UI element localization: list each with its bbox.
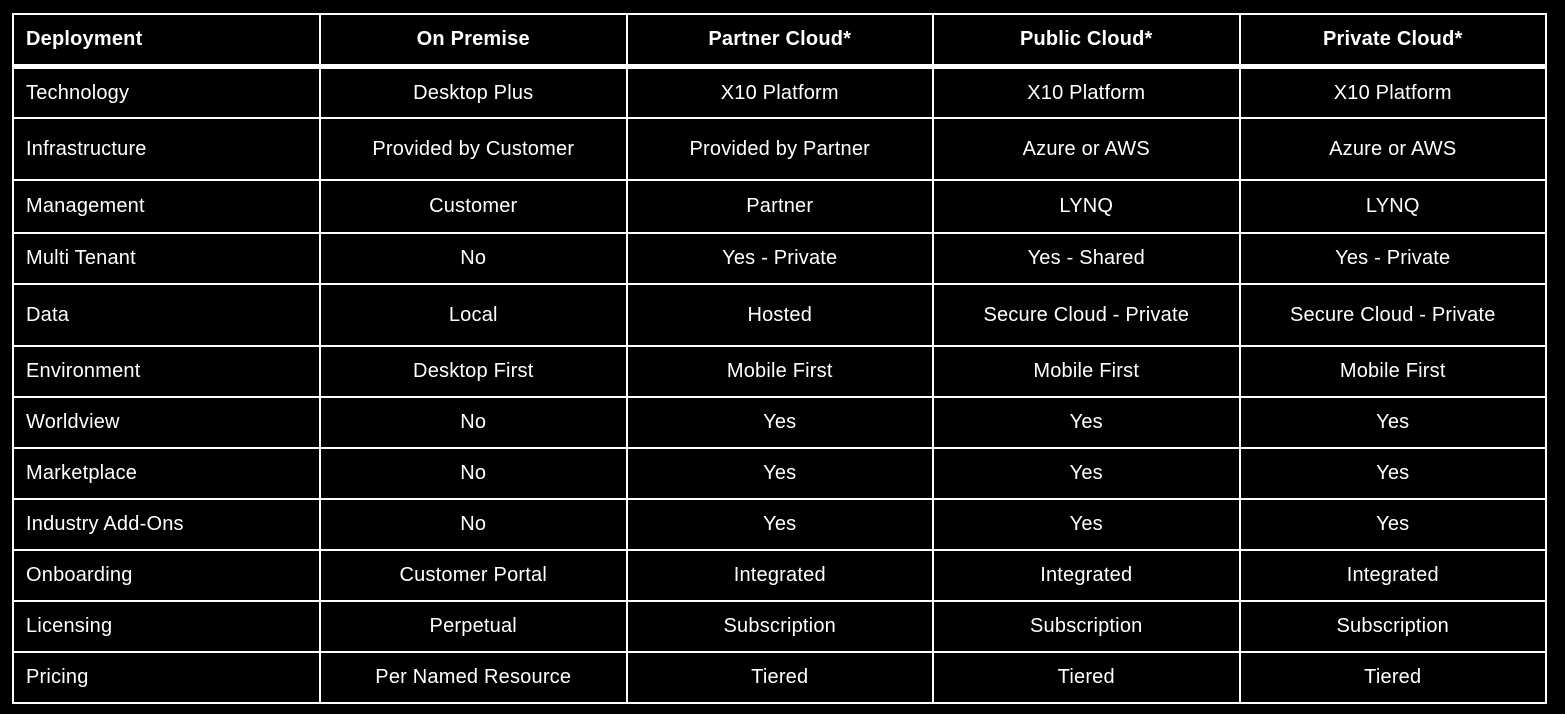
row-label: Licensing (13, 601, 320, 652)
cell-private-cloud: Yes - Private (1240, 233, 1547, 284)
table-row-environment (13, 346, 1546, 397)
cell-private-cloud: Yes (1240, 448, 1547, 499)
cell-private-cloud: Integrated (1240, 550, 1547, 601)
cell-public-cloud: Yes - Shared (933, 233, 1240, 284)
cell-public-cloud: LYNQ (933, 180, 1240, 233)
cell-public-cloud: X10 Platform (933, 67, 1240, 119)
cell-public-cloud: Yes (933, 397, 1240, 448)
cell-partner-cloud: X10 Platform (627, 67, 934, 119)
row-label: Multi Tenant (13, 233, 320, 284)
table-row-management (13, 180, 1546, 233)
cell-partner-cloud: Mobile First (627, 346, 934, 397)
cell-on-premise: No (320, 233, 627, 284)
cell-on-premise: No (320, 499, 627, 550)
header-private-cloud: Private Cloud* (1240, 14, 1547, 67)
table-row-onboarding (13, 550, 1546, 601)
cell-private-cloud: Azure or AWS (1240, 118, 1547, 180)
cell-private-cloud: X10 Platform (1240, 67, 1547, 119)
cell-on-premise: Customer (320, 180, 627, 233)
cell-private-cloud: Yes (1240, 397, 1547, 448)
row-label: Pricing (13, 652, 320, 703)
cell-private-cloud: Secure Cloud - Private (1240, 284, 1547, 346)
table-row-worldview (13, 397, 1546, 448)
cell-private-cloud: LYNQ (1240, 180, 1547, 233)
row-label: Marketplace (13, 448, 320, 499)
header-row (13, 14, 1546, 67)
cell-on-premise: No (320, 397, 627, 448)
row-label: Data (13, 284, 320, 346)
cell-on-premise: Desktop First (320, 346, 627, 397)
header-on-premise: On Premise (320, 14, 627, 67)
cell-on-premise: Perpetual (320, 601, 627, 652)
cell-private-cloud: Subscription (1240, 601, 1547, 652)
table-row-technology (13, 67, 1546, 119)
cell-partner-cloud: Provided by Partner (627, 118, 934, 180)
cell-private-cloud: Yes (1240, 499, 1547, 550)
row-label: Worldview (13, 397, 320, 448)
row-label: Infrastructure (13, 118, 320, 180)
cell-on-premise: No (320, 448, 627, 499)
cell-public-cloud: Yes (933, 499, 1240, 550)
table-row-marketplace (13, 448, 1546, 499)
cell-partner-cloud: Subscription (627, 601, 934, 652)
cell-on-premise: Provided by Customer (320, 118, 627, 180)
table-row-infrastructure (13, 118, 1546, 180)
cell-public-cloud: Integrated (933, 550, 1240, 601)
header-public-cloud: Public Cloud* (933, 14, 1240, 67)
cell-partner-cloud: Hosted (627, 284, 934, 346)
table-row-pricing (13, 652, 1546, 703)
cell-public-cloud: Subscription (933, 601, 1240, 652)
table-row-industry-add-ons (13, 499, 1546, 550)
deployment-comparison-table (12, 13, 1547, 704)
cell-partner-cloud: Partner (627, 180, 934, 233)
row-label: Environment (13, 346, 320, 397)
table-row-multi-tenant (13, 233, 1546, 284)
cell-on-premise: Local (320, 284, 627, 346)
row-label: Technology (13, 67, 320, 119)
cell-private-cloud: Mobile First (1240, 346, 1547, 397)
row-label: Onboarding (13, 550, 320, 601)
row-label: Industry Add-Ons (13, 499, 320, 550)
header-partner-cloud: Partner Cloud* (627, 14, 934, 67)
cell-public-cloud: Mobile First (933, 346, 1240, 397)
cell-on-premise: Desktop Plus (320, 67, 627, 119)
cell-on-premise: Per Named Resource (320, 652, 627, 703)
cell-partner-cloud: Yes - Private (627, 233, 934, 284)
cell-partner-cloud: Yes (627, 448, 934, 499)
cell-partner-cloud: Integrated (627, 550, 934, 601)
cell-public-cloud: Secure Cloud - Private (933, 284, 1240, 346)
cell-private-cloud: Tiered (1240, 652, 1547, 703)
table-row-data (13, 284, 1546, 346)
cell-partner-cloud: Yes (627, 397, 934, 448)
cell-partner-cloud: Tiered (627, 652, 934, 703)
cell-public-cloud: Tiered (933, 652, 1240, 703)
cell-on-premise: Customer Portal (320, 550, 627, 601)
cell-public-cloud: Azure or AWS (933, 118, 1240, 180)
cell-partner-cloud: Yes (627, 499, 934, 550)
row-label: Management (13, 180, 320, 233)
table-row-licensing (13, 601, 1546, 652)
cell-public-cloud: Yes (933, 448, 1240, 499)
header-deployment: Deployment (13, 14, 320, 67)
